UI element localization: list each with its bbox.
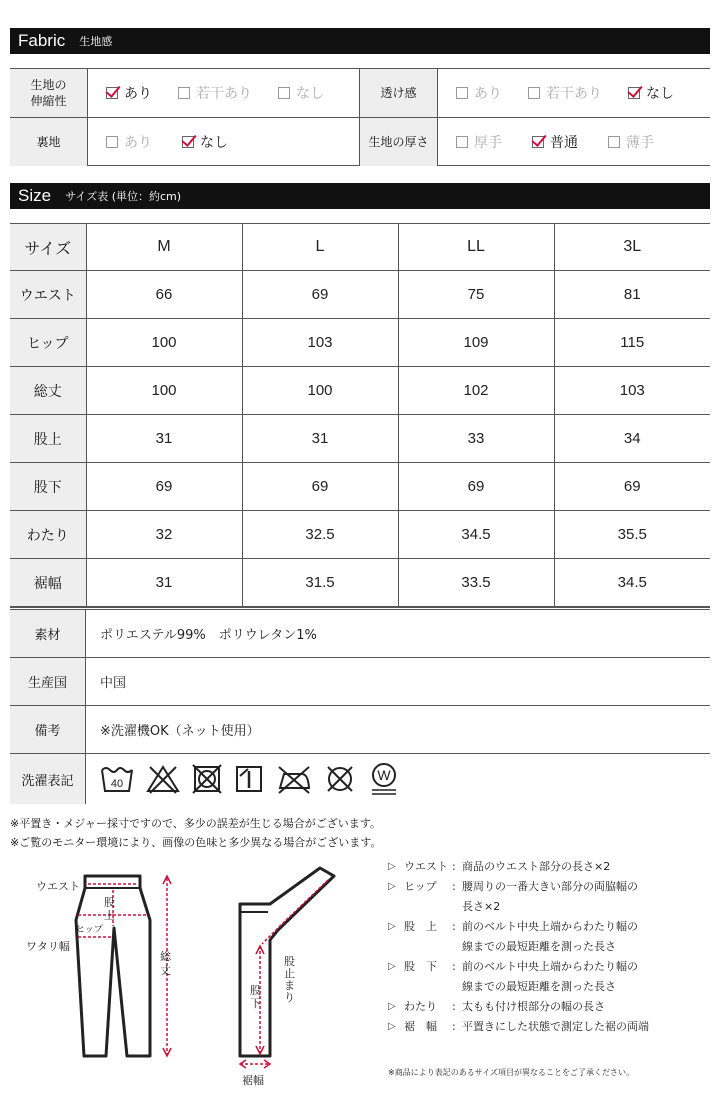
- size-cell: 75: [398, 271, 554, 319]
- fabric-section-header: [10, 28, 710, 54]
- fabric-table: [10, 68, 710, 166]
- size-cell: 69: [86, 463, 242, 511]
- triangle-icon: ▷: [388, 1001, 396, 1012]
- stretch-option-label: あり: [124, 86, 152, 102]
- checkbox-icon: [178, 87, 190, 99]
- sheer-option-label: なし: [646, 86, 674, 102]
- origin-value: 中国: [100, 676, 127, 691]
- size-table: [10, 223, 710, 607]
- stretch-option: [106, 83, 152, 103]
- sheer-label: 透け感: [360, 69, 438, 117]
- checkbox-icon: [608, 136, 620, 148]
- notes: [10, 814, 381, 852]
- lining-option: [182, 132, 228, 152]
- size-title-jp: サイズ表 (単位：約cm): [65, 190, 182, 203]
- remarks-row: [10, 706, 710, 754]
- no-dry-clean-icon: [324, 764, 356, 794]
- legend-desc: 前のベルト中央上端からわたり幅の 線までの最短距離を測った長さ: [462, 920, 638, 953]
- triangle-icon: ▷: [388, 961, 396, 972]
- legend-colon: :: [452, 1000, 456, 1013]
- size-cell: 33: [398, 415, 554, 463]
- footnote: ※商品により表記のあるサイズ項目が異なることをご了承ください。: [388, 1068, 635, 1077]
- info-table: [10, 607, 710, 804]
- size-cell: 35.5: [554, 511, 710, 559]
- size-cell: 31: [242, 415, 398, 463]
- size-cell: 69: [398, 463, 554, 511]
- checkbox-icon: [106, 136, 118, 148]
- measurement-diagram: [0, 860, 380, 1090]
- diagram-label-length: 総 丈: [160, 950, 171, 977]
- stretch-option: [178, 83, 252, 103]
- size-cell: 69: [242, 463, 398, 511]
- table-row: [10, 463, 710, 511]
- size-header-row: [10, 224, 710, 271]
- wash-temp: 40: [110, 778, 124, 790]
- size-cell: 81: [554, 271, 710, 319]
- checkbox-icon: [278, 87, 290, 99]
- no-bleach-icon: [146, 764, 180, 794]
- row-label: 総丈: [10, 367, 86, 415]
- checkmark-icon: [628, 87, 640, 99]
- thickness-option-label: 普通: [550, 135, 578, 151]
- pants-illustration: [0, 860, 380, 1090]
- legend-term: 股 下: [404, 960, 437, 973]
- note-1: ※平置き・メジャー採寸ですので、多少の誤差が生じる場合がございます。: [10, 817, 381, 830]
- legend-desc: 平置きにした状態で測定した裾の両端: [462, 1020, 649, 1033]
- size-cell: 69: [554, 463, 710, 511]
- legend-colon: :: [452, 860, 456, 873]
- table-row: [10, 415, 710, 463]
- lining-option: [106, 132, 152, 152]
- sheer-option: [528, 83, 602, 103]
- triangle-icon: ▷: [388, 881, 396, 892]
- table-row: [10, 319, 710, 367]
- size-cell: 100: [242, 367, 398, 415]
- diagram-label-hem: 裾幅: [242, 1074, 264, 1087]
- triangle-icon: ▷: [388, 861, 396, 872]
- size-cell: 31: [86, 415, 242, 463]
- table-row: [10, 271, 710, 319]
- triangle-icon: ▷: [388, 1021, 396, 1032]
- material-row: [10, 610, 710, 658]
- row-label: わたり: [10, 511, 86, 559]
- thickness-option: [456, 132, 502, 152]
- size-section-header: [10, 183, 710, 209]
- legend-colon: :: [452, 960, 456, 973]
- fabric-thickness: [360, 118, 710, 166]
- legend-desc: 腰周りの一番大きい部分の両脇幅の 長さ×2: [462, 880, 638, 913]
- care-row: [10, 754, 710, 804]
- size-cell: 34: [554, 415, 710, 463]
- table-row: [10, 511, 710, 559]
- diagram-label-rise-side: 股 止 まり: [284, 955, 295, 1004]
- fabric-sheer: [360, 69, 710, 117]
- material-label: 素材: [10, 610, 86, 657]
- checkbox-icon: [528, 87, 540, 99]
- origin-label: 生産国: [10, 658, 86, 705]
- checkbox-icon: [456, 87, 468, 99]
- thickness-option: [532, 132, 578, 152]
- no-iron-icon: [276, 764, 312, 794]
- triangle-icon: ▷: [388, 921, 396, 932]
- legend-item: [388, 917, 718, 957]
- care-label: 洗濯表記: [10, 754, 86, 804]
- thickness-label: 生地の厚さ: [360, 118, 438, 166]
- size-cell: 33.5: [398, 559, 554, 607]
- size-header-label: サイズ: [10, 224, 86, 271]
- row-label: 裾幅: [10, 559, 86, 607]
- fabric-stretch: [10, 69, 360, 117]
- origin-row: [10, 658, 710, 706]
- fabric-lining: [10, 118, 360, 166]
- sheer-option: [628, 83, 674, 103]
- measurement-legend: [388, 857, 718, 1037]
- size-cell: 103: [554, 367, 710, 415]
- diagram-label-rise: 股 上: [104, 896, 115, 922]
- size-column-header: L: [242, 224, 398, 271]
- size-cell: 103: [242, 319, 398, 367]
- checkbox-icon: [456, 136, 468, 148]
- table-row: [10, 367, 710, 415]
- row-label: 股下: [10, 463, 86, 511]
- size-cell: 102: [398, 367, 554, 415]
- diagram-label-thigh: ワタリ幅: [26, 940, 70, 953]
- size-cell: 34.5: [554, 559, 710, 607]
- note-2: ※ご覧のモニター環境により、画像の色味と多少異なる場合がございます。: [10, 836, 382, 849]
- stretch-label: 生地の 伸縮性: [10, 69, 88, 117]
- size-cell: 69: [242, 271, 398, 319]
- fabric-title-en: Fabric: [18, 31, 66, 50]
- size-cell: 115: [554, 319, 710, 367]
- stretch-option-label: 若干あり: [196, 86, 252, 102]
- legend-colon: :: [452, 1020, 456, 1033]
- legend-desc: 商品のウエスト部分の長さ×2: [462, 860, 611, 873]
- remarks-label: 備考: [10, 706, 86, 753]
- checkmark-icon: [182, 136, 194, 148]
- wet-mark: W: [377, 767, 391, 783]
- legend-item: [388, 857, 718, 877]
- size-cell: 100: [86, 319, 242, 367]
- size-cell: 34.5: [398, 511, 554, 559]
- row-label: 股上: [10, 415, 86, 463]
- size-column-header: 3L: [554, 224, 710, 271]
- size-cell: 100: [86, 367, 242, 415]
- legend-item: [388, 997, 718, 1017]
- legend-term: 裾 幅: [404, 1020, 437, 1033]
- table-row: [10, 559, 710, 607]
- material-value: ポリエステル99% ポリウレタン1%: [100, 628, 317, 643]
- row-label: ヒップ: [10, 319, 86, 367]
- diagram-label-hip: ヒップ: [76, 925, 103, 935]
- thickness-option-label: 厚手: [474, 135, 502, 151]
- size-cell: 32.5: [242, 511, 398, 559]
- thickness-option: [608, 132, 654, 152]
- hang-dry-icon: [234, 764, 264, 794]
- legend-item: [388, 957, 718, 997]
- legend-desc: 太もも付け根部分の幅の長さ: [462, 1000, 605, 1013]
- legend-colon: :: [452, 920, 456, 933]
- lining-label: 裏地: [10, 118, 88, 166]
- sheer-option: [456, 83, 502, 103]
- stretch-option: [278, 83, 324, 103]
- legend-colon: :: [452, 880, 456, 893]
- legend-term: ヒップ: [404, 880, 437, 893]
- lining-option-label: なし: [200, 135, 228, 151]
- checkmark-icon: [532, 136, 544, 148]
- legend-term: 股 上: [404, 920, 437, 933]
- wet-clean-icon: [368, 762, 400, 796]
- checkmark-icon: [106, 87, 118, 99]
- no-tumble-dry-icon: [192, 764, 222, 794]
- legend-term: わたり: [404, 1000, 437, 1013]
- row-label: ウエスト: [10, 271, 86, 319]
- fabric-title-jp: 生地感: [79, 35, 113, 48]
- size-cell: 31.5: [242, 559, 398, 607]
- diagram-label-waist: ウエスト: [36, 880, 80, 893]
- size-cell: 32: [86, 511, 242, 559]
- wash-40-icon: [100, 764, 134, 794]
- sheer-option-label: あり: [474, 86, 502, 102]
- size-title-en: Size: [18, 186, 52, 205]
- legend-desc: 前のベルト中央上端からわたり幅の 線までの最短距離を測った長さ: [462, 960, 638, 993]
- legend-term: ウエスト: [404, 860, 448, 873]
- size-cell: 31: [86, 559, 242, 607]
- sheer-option-label: 若干あり: [546, 86, 602, 102]
- legend-item: [388, 1017, 718, 1037]
- lining-option-label: あり: [124, 135, 152, 151]
- stretch-option-label: なし: [296, 86, 324, 102]
- diagram-label-inseam: 股 下: [250, 984, 261, 1010]
- size-cell: 66: [86, 271, 242, 319]
- size-column-header: M: [86, 224, 242, 271]
- thickness-option-label: 薄手: [626, 135, 654, 151]
- size-cell: 109: [398, 319, 554, 367]
- remarks-value: ※洗濯機OK（ネット使用）: [100, 724, 260, 739]
- care-icons: [86, 754, 400, 804]
- size-column-header: LL: [398, 224, 554, 271]
- legend-item: [388, 877, 718, 917]
